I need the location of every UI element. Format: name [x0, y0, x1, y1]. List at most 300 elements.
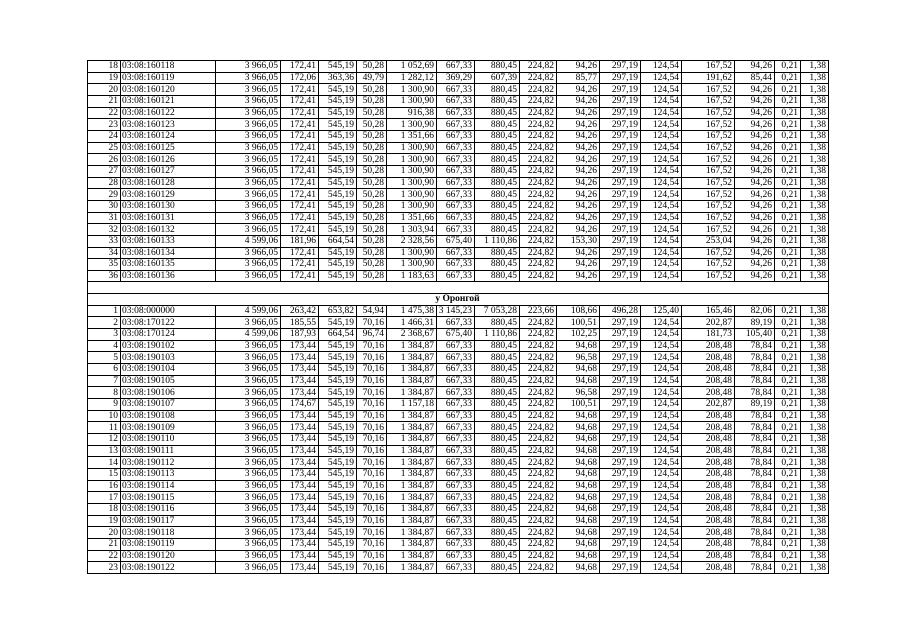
row-number-cell: 32	[88, 224, 121, 236]
value-cell: 124,54	[641, 329, 682, 341]
value-cell: 667,33	[437, 317, 475, 329]
value-cell: 297,19	[600, 562, 641, 574]
blank-row	[88, 282, 829, 294]
value-cell: 1 384,87	[387, 457, 437, 469]
value-cell: 174,67	[281, 399, 319, 411]
value-cell: 607,39	[475, 72, 520, 84]
value-cell: 667,33	[437, 84, 475, 96]
value-cell: 224,82	[520, 480, 557, 492]
value-cell: 94,26	[735, 247, 775, 259]
value-cell: 297,19	[600, 527, 641, 539]
value-cell: 208,48	[682, 340, 735, 352]
value-cell: 545,19	[319, 562, 357, 574]
value-cell: 94,26	[557, 95, 600, 107]
value-cell: 173,44	[281, 562, 319, 574]
row-number-cell: 31	[88, 212, 121, 224]
value-cell: 94,68	[557, 527, 600, 539]
value-cell: 167,52	[682, 224, 735, 236]
value-cell: 545,19	[319, 468, 357, 480]
value-cell: 1 384,87	[387, 340, 437, 352]
value-cell: 224,82	[520, 340, 557, 352]
value-cell: 880,45	[475, 130, 520, 142]
table-body-top	[88, 61, 829, 282]
value-cell: 50,28	[357, 84, 387, 96]
value-cell: 664,54	[319, 329, 357, 341]
code-cell: 03:08:190120	[121, 550, 216, 562]
code-cell: 03:08:190112	[121, 457, 216, 469]
value-cell: 667,33	[437, 270, 475, 282]
value-cell: 667,33	[437, 177, 475, 189]
value-cell: 70,16	[357, 468, 387, 480]
row-number-cell: 2	[88, 317, 121, 329]
value-cell: 0,21	[775, 119, 801, 131]
row-number-cell: 16	[88, 480, 121, 492]
value-cell: 3 966,05	[216, 84, 281, 96]
value-cell: 1 300,90	[387, 259, 437, 271]
value-cell: 70,16	[357, 317, 387, 329]
value-cell: 297,19	[600, 189, 641, 201]
value-cell: 3 966,05	[216, 457, 281, 469]
value-cell: 94,68	[557, 375, 600, 387]
value-cell: 545,19	[319, 457, 357, 469]
table-row	[88, 224, 829, 236]
table-row	[88, 550, 829, 562]
value-cell: 1 384,87	[387, 480, 437, 492]
value-cell: 94,26	[557, 119, 600, 131]
row-number-cell: 7	[88, 375, 121, 387]
value-cell: 1 384,87	[387, 503, 437, 515]
value-cell: 70,16	[357, 434, 387, 446]
value-cell: 94,26	[557, 247, 600, 259]
table-row	[88, 387, 829, 399]
value-cell: 3 966,05	[216, 119, 281, 131]
value-cell: 1 384,87	[387, 562, 437, 574]
code-cell: 03:08:190117	[121, 515, 216, 527]
table-row	[88, 61, 829, 73]
value-cell: 94,68	[557, 434, 600, 446]
value-cell: 173,44	[281, 492, 319, 504]
code-cell: 03:08:160129	[121, 189, 216, 201]
value-cell: 2 328,56	[387, 235, 437, 247]
value-cell: 667,33	[437, 340, 475, 352]
value-cell: 124,54	[641, 259, 682, 271]
code-cell: 03:08:190111	[121, 445, 216, 457]
value-cell: 224,82	[520, 154, 557, 166]
value-cell: 224,82	[520, 399, 557, 411]
value-cell: 208,48	[682, 387, 735, 399]
value-cell: 172,41	[281, 61, 319, 73]
value-cell: 124,54	[641, 154, 682, 166]
value-cell: 1 351,66	[387, 212, 437, 224]
value-cell: 172,41	[281, 154, 319, 166]
value-cell: 173,44	[281, 480, 319, 492]
value-cell: 0,21	[775, 224, 801, 236]
value-cell: 172,41	[281, 107, 319, 119]
value-cell: 224,82	[520, 95, 557, 107]
value-cell: 545,19	[319, 154, 357, 166]
value-cell: 0,21	[775, 352, 801, 364]
table-row	[88, 410, 829, 422]
value-cell: 78,84	[735, 422, 775, 434]
value-cell: 172,41	[281, 259, 319, 271]
table-row	[88, 317, 829, 329]
value-cell: 297,19	[600, 375, 641, 387]
value-cell: 224,82	[520, 224, 557, 236]
value-cell: 1,38	[801, 72, 829, 84]
value-cell: 94,26	[735, 84, 775, 96]
value-cell: 3 966,05	[216, 317, 281, 329]
value-cell: 4 599,06	[216, 305, 281, 317]
table-row	[88, 457, 829, 469]
value-cell: 224,82	[520, 410, 557, 422]
table-row	[88, 154, 829, 166]
value-cell: 70,16	[357, 352, 387, 364]
value-cell: 172,41	[281, 142, 319, 154]
table-row	[88, 84, 829, 96]
code-cell: 03:08:190107	[121, 399, 216, 411]
row-number-cell: 8	[88, 387, 121, 399]
value-cell: 94,26	[557, 61, 600, 73]
value-cell: 224,82	[520, 119, 557, 131]
value-cell: 297,19	[600, 480, 641, 492]
value-cell: 545,19	[319, 189, 357, 201]
value-cell: 880,45	[475, 61, 520, 73]
value-cell: 208,48	[682, 457, 735, 469]
value-cell: 880,45	[475, 527, 520, 539]
value-cell: 208,48	[682, 352, 735, 364]
value-cell: 78,84	[735, 445, 775, 457]
value-cell: 0,21	[775, 329, 801, 341]
value-cell: 50,28	[357, 61, 387, 73]
value-cell: 173,44	[281, 364, 319, 376]
value-cell: 208,48	[682, 375, 735, 387]
value-cell: 224,82	[520, 259, 557, 271]
value-cell: 1 384,87	[387, 375, 437, 387]
value-cell: 545,19	[319, 247, 357, 259]
value-cell: 94,68	[557, 364, 600, 376]
value-cell: 70,16	[357, 492, 387, 504]
value-cell: 880,45	[475, 340, 520, 352]
code-cell: 03:08:170124	[121, 329, 216, 341]
value-cell: 50,28	[357, 165, 387, 177]
value-cell: 1,38	[801, 375, 829, 387]
value-cell: 667,33	[437, 247, 475, 259]
value-cell: 89,19	[735, 399, 775, 411]
value-cell: 253,04	[682, 235, 735, 247]
value-cell: 297,19	[600, 457, 641, 469]
value-cell: 297,19	[600, 212, 641, 224]
row-number-cell: 3	[88, 329, 121, 341]
code-cell: 03:08:160136	[121, 270, 216, 282]
value-cell: 880,45	[475, 538, 520, 550]
value-cell: 187,93	[281, 329, 319, 341]
value-cell: 880,45	[475, 247, 520, 259]
value-cell: 94,68	[557, 480, 600, 492]
value-cell: 85,77	[557, 72, 600, 84]
value-cell: 1,38	[801, 399, 829, 411]
value-cell: 78,84	[735, 387, 775, 399]
value-cell: 263,42	[281, 305, 319, 317]
code-cell: 03:08:190110	[121, 434, 216, 446]
table-row	[88, 259, 829, 271]
value-cell: 545,19	[319, 503, 357, 515]
value-cell: 70,16	[357, 410, 387, 422]
value-cell: 172,41	[281, 177, 319, 189]
value-cell: 224,82	[520, 364, 557, 376]
value-cell: 224,82	[520, 375, 557, 387]
value-cell: 78,84	[735, 457, 775, 469]
table-row	[88, 119, 829, 131]
value-cell: 78,84	[735, 364, 775, 376]
value-cell: 880,45	[475, 154, 520, 166]
value-cell: 667,33	[437, 527, 475, 539]
table-row	[88, 247, 829, 259]
value-cell: 50,28	[357, 200, 387, 212]
row-number-cell: 14	[88, 457, 121, 469]
value-cell: 70,16	[357, 527, 387, 539]
value-cell: 50,28	[357, 212, 387, 224]
value-cell: 1 384,87	[387, 515, 437, 527]
value-cell: 3 966,05	[216, 434, 281, 446]
code-cell: 03:08:160132	[121, 224, 216, 236]
value-cell: 50,28	[357, 154, 387, 166]
value-cell: 3 966,05	[216, 562, 281, 574]
row-number-cell: 22	[88, 107, 121, 119]
value-cell: 173,44	[281, 538, 319, 550]
value-cell: 0,21	[775, 503, 801, 515]
value-cell: 297,19	[600, 165, 641, 177]
value-cell: 1,38	[801, 142, 829, 154]
value-cell: 0,21	[775, 562, 801, 574]
value-cell: 545,19	[319, 84, 357, 96]
value-cell: 78,84	[735, 375, 775, 387]
value-cell: 675,40	[437, 235, 475, 247]
value-cell: 667,33	[437, 387, 475, 399]
value-cell: 880,45	[475, 468, 520, 480]
value-cell: 667,33	[437, 562, 475, 574]
section-divider	[88, 282, 829, 305]
value-cell: 167,52	[682, 154, 735, 166]
value-cell: 172,41	[281, 247, 319, 259]
value-cell: 173,44	[281, 387, 319, 399]
value-cell: 124,54	[641, 352, 682, 364]
row-number-cell: 30	[88, 200, 121, 212]
code-cell: 03:08:160125	[121, 142, 216, 154]
value-cell: 0,21	[775, 235, 801, 247]
value-cell: 297,19	[600, 445, 641, 457]
value-cell: 1,38	[801, 84, 829, 96]
value-cell: 1 384,87	[387, 387, 437, 399]
table-row	[88, 165, 829, 177]
value-cell: 100,51	[557, 317, 600, 329]
value-cell: 96,58	[557, 387, 600, 399]
value-cell: 96,74	[357, 329, 387, 341]
value-cell: 78,84	[735, 527, 775, 539]
value-cell: 94,68	[557, 503, 600, 515]
value-cell: 1 475,38	[387, 305, 437, 317]
value-cell: 667,33	[437, 259, 475, 271]
value-cell: 0,21	[775, 515, 801, 527]
value-cell: 167,52	[682, 259, 735, 271]
value-cell: 297,19	[600, 154, 641, 166]
table-row	[88, 177, 829, 189]
value-cell: 85,44	[735, 72, 775, 84]
value-cell: 181,96	[281, 235, 319, 247]
value-cell: 880,45	[475, 95, 520, 107]
value-cell: 545,19	[319, 527, 357, 539]
value-cell: 172,41	[281, 130, 319, 142]
value-cell: 224,82	[520, 434, 557, 446]
value-cell: 94,26	[735, 165, 775, 177]
value-cell: 667,33	[437, 200, 475, 212]
value-cell: 1,38	[801, 492, 829, 504]
value-cell: 167,52	[682, 165, 735, 177]
value-cell: 297,19	[600, 119, 641, 131]
value-cell: 224,82	[520, 329, 557, 341]
value-cell: 124,54	[641, 270, 682, 282]
table-row	[88, 95, 829, 107]
value-cell: 167,52	[682, 189, 735, 201]
value-cell: 1 384,87	[387, 352, 437, 364]
value-cell: 124,54	[641, 538, 682, 550]
value-cell: 167,52	[682, 177, 735, 189]
value-cell: 880,45	[475, 189, 520, 201]
value-cell: 880,45	[475, 270, 520, 282]
value-cell: 880,45	[475, 364, 520, 376]
value-cell: 96,58	[557, 352, 600, 364]
value-cell: 124,54	[641, 72, 682, 84]
value-cell: 667,33	[437, 480, 475, 492]
value-cell: 172,41	[281, 270, 319, 282]
value-cell: 0,21	[775, 189, 801, 201]
value-cell: 1,38	[801, 422, 829, 434]
value-cell: 3 966,05	[216, 212, 281, 224]
table-row	[88, 270, 829, 282]
value-cell: 0,21	[775, 445, 801, 457]
value-cell: 124,54	[641, 468, 682, 480]
code-cell: 03:08:160135	[121, 259, 216, 271]
row-number-cell: 36	[88, 270, 121, 282]
value-cell: 880,45	[475, 387, 520, 399]
value-cell: 1 157,18	[387, 399, 437, 411]
value-cell: 124,54	[641, 165, 682, 177]
value-cell: 50,28	[357, 95, 387, 107]
value-cell: 208,48	[682, 445, 735, 457]
value-cell: 50,28	[357, 177, 387, 189]
value-cell: 0,21	[775, 212, 801, 224]
value-cell: 94,26	[557, 177, 600, 189]
value-cell: 191,62	[682, 72, 735, 84]
value-cell: 78,84	[735, 468, 775, 480]
value-cell: 208,48	[682, 410, 735, 422]
table-row	[88, 305, 829, 317]
value-cell: 224,82	[520, 84, 557, 96]
value-cell: 545,19	[319, 340, 357, 352]
value-cell: 124,54	[641, 212, 682, 224]
value-cell: 545,19	[319, 492, 357, 504]
code-cell: 03:08:190105	[121, 375, 216, 387]
section-title-row	[88, 294, 829, 306]
value-cell: 0,21	[775, 492, 801, 504]
code-cell: 03:08:160131	[121, 212, 216, 224]
value-cell: 667,33	[437, 434, 475, 446]
value-cell: 224,82	[520, 515, 557, 527]
value-cell: 208,48	[682, 515, 735, 527]
table-row	[88, 503, 829, 515]
row-number-cell: 24	[88, 130, 121, 142]
value-cell: 94,26	[735, 154, 775, 166]
table-row	[88, 200, 829, 212]
value-cell: 70,16	[357, 375, 387, 387]
value-cell: 1,38	[801, 177, 829, 189]
value-cell: 1 300,90	[387, 95, 437, 107]
value-cell: 153,30	[557, 235, 600, 247]
value-cell: 165,46	[682, 305, 735, 317]
value-cell: 1,38	[801, 270, 829, 282]
value-cell: 3 966,05	[216, 375, 281, 387]
value-cell: 124,54	[641, 492, 682, 504]
value-cell: 94,26	[557, 107, 600, 119]
table-row	[88, 422, 829, 434]
value-cell: 3 966,05	[216, 480, 281, 492]
value-cell: 1 384,87	[387, 422, 437, 434]
value-cell: 70,16	[357, 445, 387, 457]
table-row	[88, 468, 829, 480]
value-cell: 545,19	[319, 61, 357, 73]
row-number-cell: 29	[88, 189, 121, 201]
value-cell: 0,21	[775, 305, 801, 317]
value-cell: 208,48	[682, 364, 735, 376]
value-cell: 94,26	[735, 119, 775, 131]
value-cell: 124,54	[641, 364, 682, 376]
value-cell: 78,84	[735, 515, 775, 527]
value-cell: 1,38	[801, 527, 829, 539]
row-number-cell: 9	[88, 399, 121, 411]
value-cell: 50,28	[357, 270, 387, 282]
value-cell: 667,33	[437, 503, 475, 515]
value-cell: 0,21	[775, 538, 801, 550]
value-cell: 70,16	[357, 364, 387, 376]
value-cell: 124,54	[641, 375, 682, 387]
value-cell: 124,54	[641, 189, 682, 201]
value-cell: 880,45	[475, 165, 520, 177]
value-cell: 3 966,05	[216, 468, 281, 480]
value-cell: 545,19	[319, 165, 357, 177]
value-cell: 0,21	[775, 270, 801, 282]
row-number-cell: 21	[88, 538, 121, 550]
table-row	[88, 340, 829, 352]
table-body-bottom	[88, 305, 829, 573]
table-row	[88, 72, 829, 84]
value-cell: 78,84	[735, 503, 775, 515]
code-cell: 03:08:170122	[121, 317, 216, 329]
value-cell: 1,38	[801, 562, 829, 574]
value-cell: 94,26	[557, 142, 600, 154]
value-cell: 1,38	[801, 119, 829, 131]
value-cell: 224,82	[520, 538, 557, 550]
value-cell: 94,68	[557, 445, 600, 457]
value-cell: 545,19	[319, 422, 357, 434]
value-cell: 1,38	[801, 305, 829, 317]
value-cell: 297,19	[600, 61, 641, 73]
value-cell: 545,19	[319, 212, 357, 224]
value-cell: 545,19	[319, 387, 357, 399]
value-cell: 0,21	[775, 399, 801, 411]
value-cell: 124,54	[641, 422, 682, 434]
row-number-cell: 23	[88, 562, 121, 574]
value-cell: 94,26	[557, 130, 600, 142]
value-cell: 880,45	[475, 317, 520, 329]
